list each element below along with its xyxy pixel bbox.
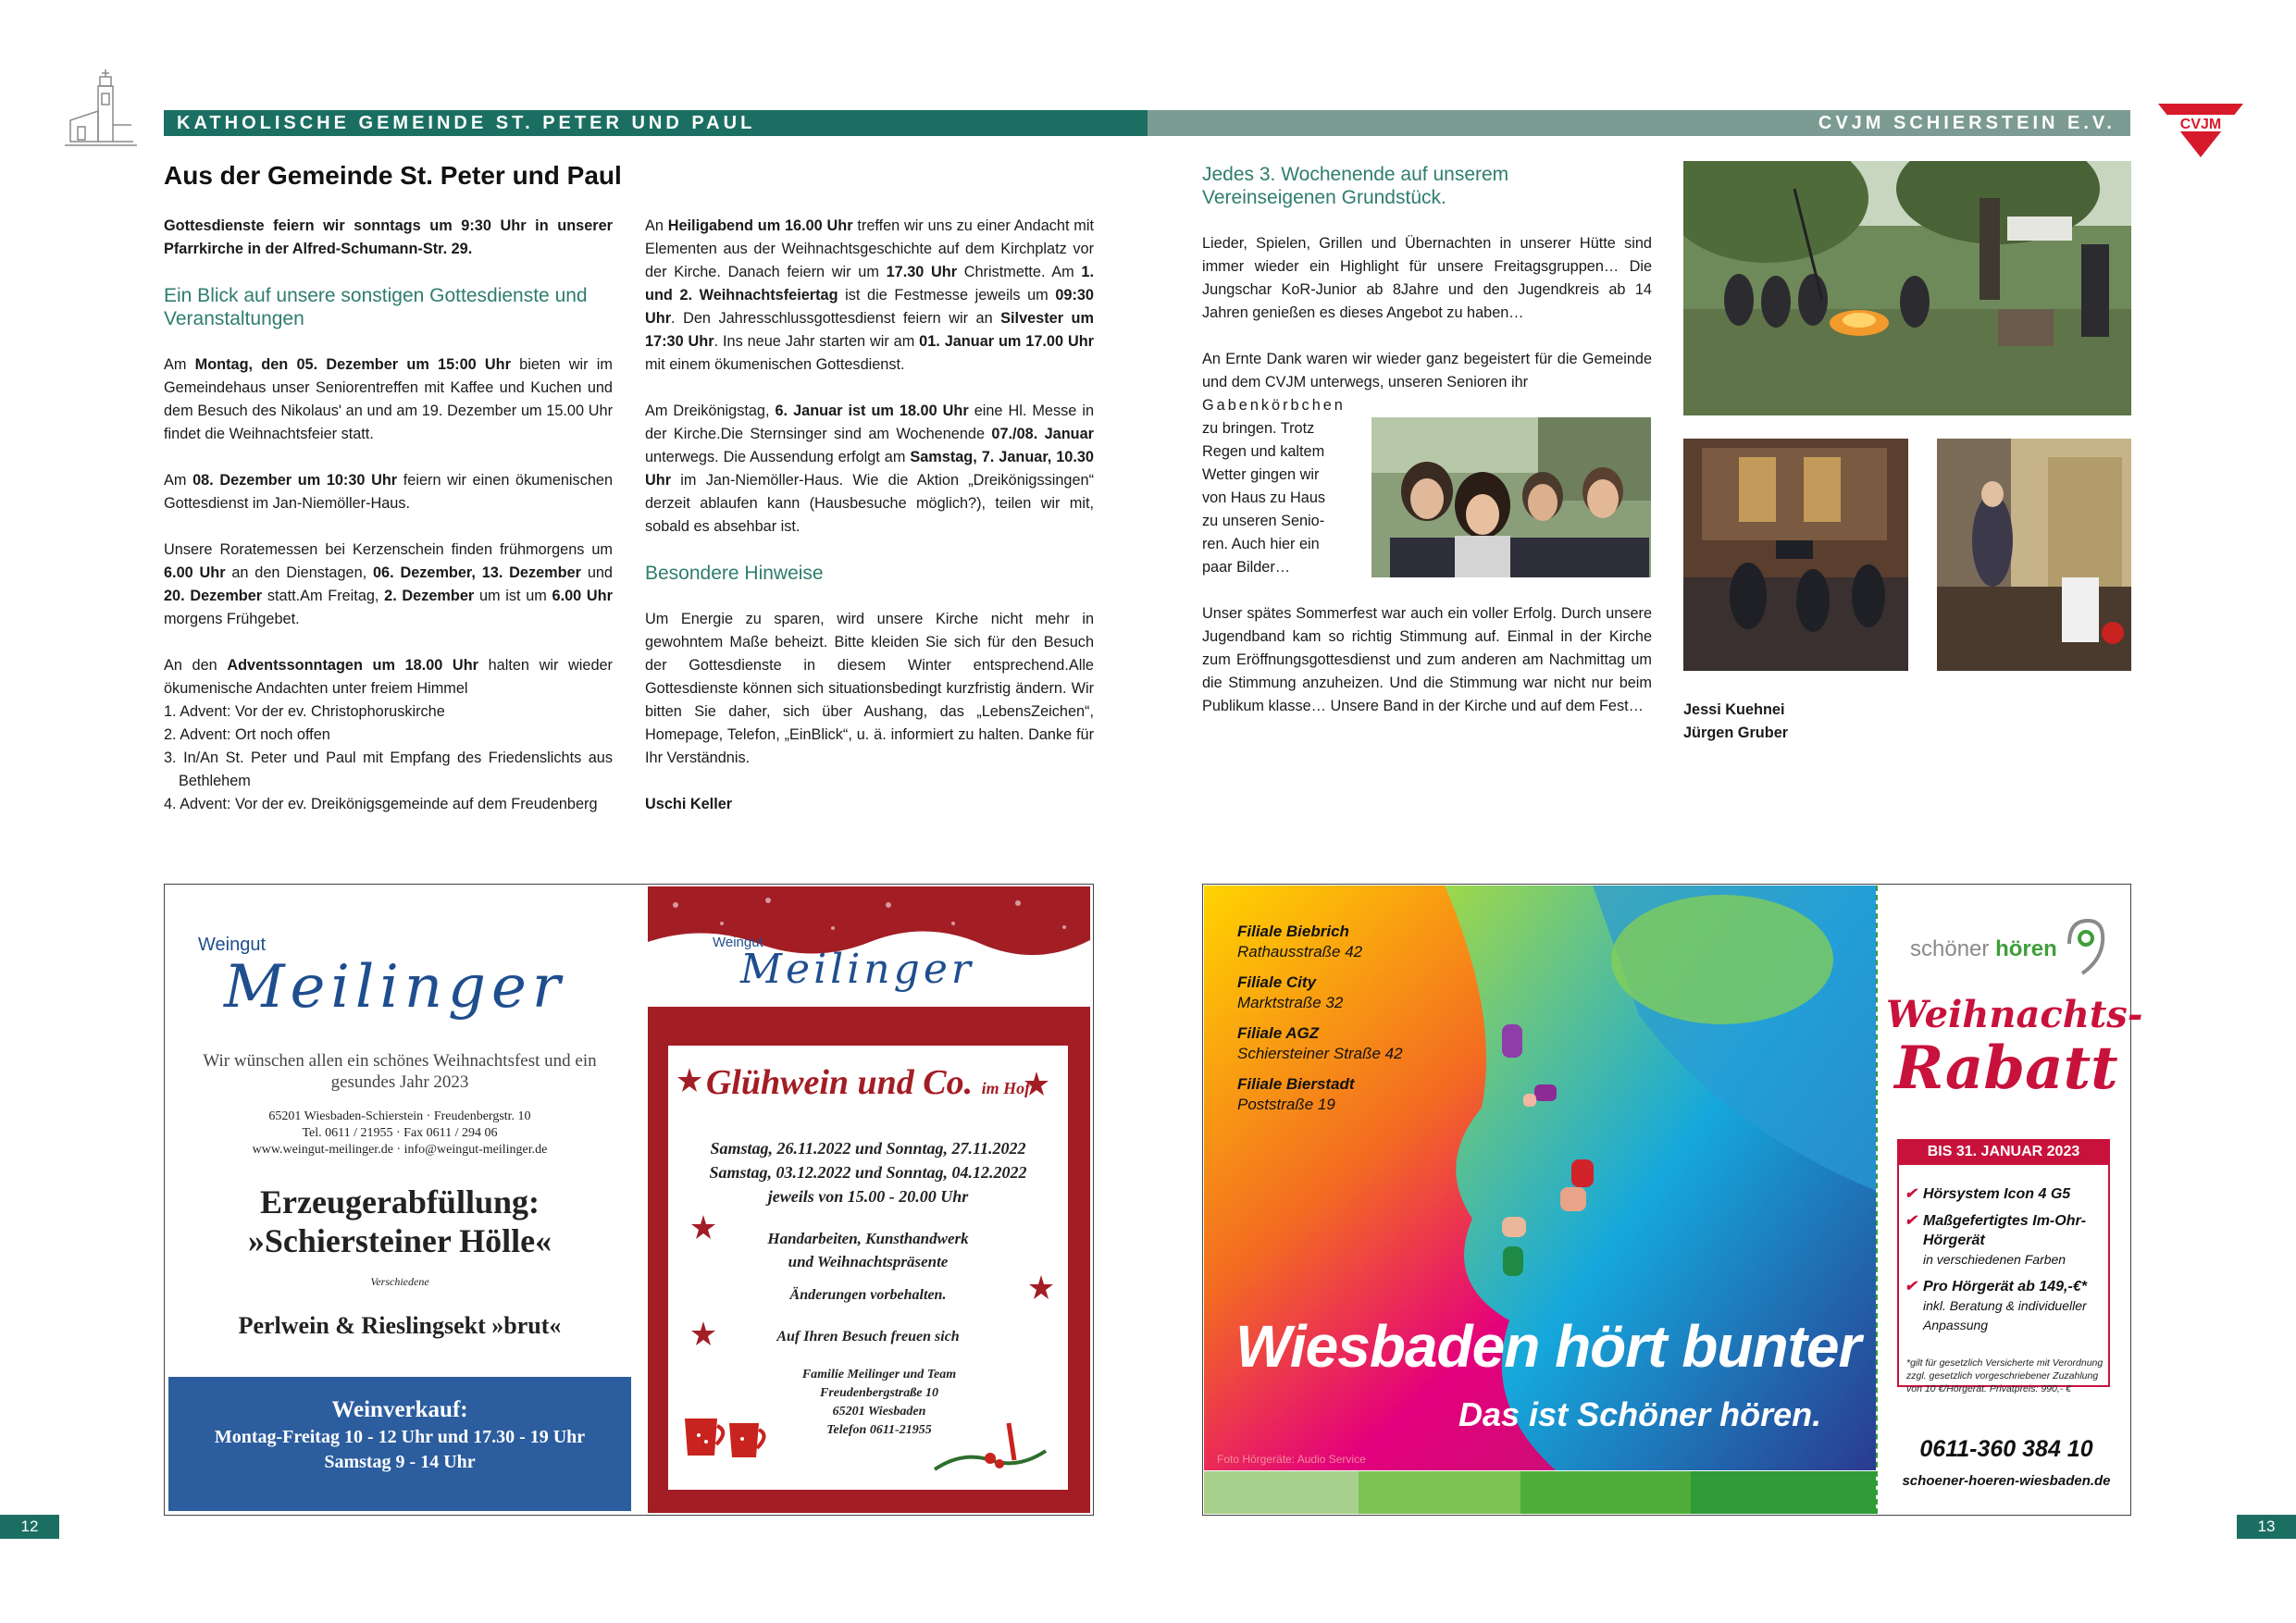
fine-print: *gilt für gesetzlich Versicherte mit Verordnung zzgl. gesetzlich vorgeschriebener Zuzahlung von 10 €/Hörgerät. Privatpreis: 990,- €: [1906, 1357, 2104, 1394]
group-selfie-photo: [1371, 417, 1651, 577]
brand-small: Weingut: [713, 935, 763, 950]
paragraph: Am 08. Dezember um 10:30 Uhr feiern wir einen ökumenischen Gottesdienst im Jan-Niemöller-Haus.: [164, 472, 613, 512]
rabatt-line-1: Weihnachts-: [1886, 993, 2143, 1036]
event-changes: Änderungen vorbehalten.: [789, 1287, 947, 1303]
branch-list: [1237, 922, 1403, 1115]
offer-list: [1905, 1184, 2106, 1335]
event-dates: Samstag, 26.11.2022 und Sonntag, 27.11.2022 Samstag, 03.12.2022 und Sonntag, 04.12.2022 jeweils von 15.00 - 20.00 Uhr: [709, 1139, 1027, 1206]
paragraph: Lieder, Spielen, Grillen und Übernachten in unserer Hütte sind immer wieder ein Highlight für unsere Freitagsgruppen… Die Jungschar KoR-Junior ab 8Jahre und den Jugendkreis ab 14 Jahren genießen es dieses Angebot zu haben…: [1202, 235, 1652, 321]
advent-list: [164, 700, 613, 816]
weingut-ad-2: [648, 886, 1090, 1513]
paragraph: Unsere Roratemessen bei Kerzenschein finden frühmorgens um 6.00 Uhr an den Dienstagen, 06. Dezember, 13. Dezember und 20. Dezember statt.Am Freitag, 2. Dezember um ist um 6.00 Uhr morgens Frühgebet.: [164, 541, 613, 627]
ear-swirl-icon: [2060, 916, 2106, 981]
brand-hoeren: schöner hören: [1910, 936, 2057, 961]
offer-item: ✔ Maßgefertigtes Im-Ohr-Hörgerät in verschiedenen Farben: [1905, 1211, 2106, 1270]
list-item: 4. Advent: Vor der ev. Dreikönigsgemeinde auf dem Freudenberg: [164, 796, 598, 812]
event-offer: Handarbeiten, Kunsthandwerk und Weihnachtspräsente: [767, 1230, 969, 1270]
author-name: Jürgen Gruber: [1683, 725, 1789, 741]
offer-item: ✔ Pro Hörgerät ab 149,-€* inkl. Beratung & individueller Anpassung: [1905, 1277, 2106, 1335]
check-icon: ✔: [1905, 1186, 1917, 1202]
star-decorations: [648, 886, 1090, 1513]
church-tower-icon: [65, 69, 139, 162]
page-number-right: 13: [2237, 1515, 2296, 1539]
paragraph: Um Energie zu sparen, wird unsere Kirche nicht mehr in gewohntem Maße beheizt. Bitte kleiden Sie sich für den Besuch der Gottesdienste in diesem Winter entsprechend.Alle Gottesdienste können sich situationsbedingt kurzfristig ändern. Wir bitten Sie daher, sich über Aushang, das „LebensZeichen“, Homepage, Telefon, „EinBlick“, u. ä. informiert zu halten. Danke für Ihr Verständnis.: [645, 611, 1094, 766]
cvjm-authors: [1683, 699, 1788, 745]
weingut-ad-1: [168, 888, 631, 1511]
color-strip: [1204, 1471, 1876, 1514]
article-column-1: [164, 215, 613, 816]
small-text: Verschiedene: [370, 1275, 429, 1288]
paragraph: Unser spätes Sommerfest war auch ein voller Erfolg. Durch unsere Jugendband kam so richtig Stimmung auf. Einmal in der Kirche zum Eröffnungsgottesdienst und zum anderen am Nachmittag um die Stimmung anzuheizen. Und die Stimmung war nicht nur beim Publikum klasse… Unsere Band in der Kirche und auf dem Fest…: [1202, 605, 1652, 714]
rabatt-line-2: Rabatt: [1894, 1034, 2118, 1103]
band-church-photo: [1683, 439, 1908, 671]
slogan-main: Wiesbaden hört bunter: [1235, 1313, 1861, 1380]
svg-text:CVJM: CVJM: [2179, 117, 2222, 132]
address: 65201 Wiesbaden-Schierstein · Freudenbergstr. 10 Tel. 0611 / 21955 · Fax 0611 / 294 06 www.weingut-meilinger.de · info@weingut-meilinger.de: [252, 1109, 548, 1157]
brand-small: Weingut: [198, 935, 267, 955]
section-header-left: KATHOLISCHE GEMEINDE ST. PETER UND PAUL: [164, 110, 1148, 136]
subheading-services: Ein Blick auf unsere sonstigen Gottesdienste und Veranstaltungen: [164, 285, 588, 329]
list-item: 2. Advent: Ort noch offen: [164, 726, 330, 743]
perlwein: Perlwein & Rieslingsekt »brut«: [238, 1312, 562, 1339]
author-name: Jessi Kuehnei: [1683, 701, 1785, 718]
intro-paragraph: Gottesdienste feiern wir sonntags um 9:30 Uhr in unserer Pfarrkirche in der Alfred-Schumann-Str. 29.: [164, 217, 613, 257]
photo-credit: Foto Hörgeräte: Audio Service: [1217, 1453, 1366, 1466]
paragraph: An Heiligabend um 16.00 Uhr treffen wir uns zu einer Andacht mit Elementen aus der Weihnachtsgeschichte auf dem Kirchplatz vor der Kirche. Danach feiern wir um 17.30 Uhr Christmette. Am 1. und 2. Weihnachtsfeiertag ist die Festmesse jeweils um 09:30 Uhr. Den Jahresschlussgottesdienst feiern wir an Silvester um 17:30 Uhr. Ins neue Jahr starten wir am 01. Januar um 17.00 Uhr mit einem ökumenischen Gottesdienst.: [645, 217, 1094, 373]
author-name: Uschi Keller: [645, 796, 733, 812]
branch-item: Filiale AGZ Schiersteiner Straße 42: [1237, 1024, 1403, 1062]
event-title: Glühwein und Co. im Hof: [705, 1063, 1031, 1102]
campfire-photo: [1683, 161, 2131, 415]
paragraph: Am Montag, den 05. Dezember um 15:00 Uhr bieten wir im Gemeindehaus unser Seniorentreffen mit Kaffee und Kuchen und dem Besuch des Nikolaus' an und am 19. Dezember um 15.00 Uhr findet die Weihnachtsfeier statt.: [164, 356, 613, 442]
branch-item: Filiale City Marktstraße 32: [1237, 973, 1344, 1011]
brand-script: Meilinger: [224, 953, 566, 1022]
subheading-weekend: Jedes 3. Wochenende auf unserem Vereinseigenen Grundstück.: [1202, 164, 1509, 208]
slogan-sub: Das ist Schöner hören.: [1458, 1395, 1822, 1433]
list-item: 3. In/An St. Peter und Paul mit Empfang des Friedenslichts aus Bethlehem: [164, 750, 613, 789]
website-link[interactable]: schoener-hoeren-wiesbaden.de: [1902, 1473, 2111, 1489]
check-icon: ✔: [1905, 1213, 1917, 1229]
event-contact: Familie Meilinger und Team Freudenbergstraße 10 65201 Wiesbaden Telefon 0611-21955: [801, 1368, 957, 1437]
article-column-2: [645, 215, 1094, 816]
event-visit: Auf Ihren Besuch freuen sich: [776, 1329, 960, 1344]
list-item: 1. Advent: Vor der ev. Christophoruskirche: [164, 703, 445, 720]
subheading-notes: Besondere Hinweise: [645, 563, 824, 584]
cvjm-logo: [2156, 102, 2245, 159]
paragraph: Am Dreikönigstag, 6. Januar ist um 18.00 Uhr eine Hl. Messe in der Kirche.Die Sternsinger sind am Wochenende 07./08. Januar unterwegs. Die Aussendung erfolgt am Samstag, 7. Januar, 10.30 Uhr im Jan-Niemöller-Haus. Wie die Aktion „Dreikönigssingen“ derzeit ablaufen kann (Hausbesuche möglich?), teilen wir mit, sobald es absehbar ist.: [645, 403, 1094, 535]
wish-text: Wir wünschen allen ein schönes Weihnachtsfest und ein gesundes Jahr 2023: [203, 1051, 597, 1092]
until-badge: BIS 31. JANUAR 2023: [1897, 1139, 2110, 1165]
page-number-left: 12: [0, 1515, 59, 1539]
phone-number: 0611-360 384 10: [1919, 1436, 2093, 1462]
sales-box: Weinverkauf: Montag-Freitag 10 - 12 Uhr und 17.30 - 19 Uhr Samstag 9 - 14 Uhr: [168, 1377, 631, 1511]
section-header-right: CVJM SCHIERSTEIN E.V.: [1148, 110, 2130, 136]
paragraph: An Ernte Dank waren wir wieder ganz begeistert für die Gemeinde und dem CVJM unterwegs, unseren Senioren ihr: [1202, 351, 1652, 390]
branch-item: Filiale Biebrich Rathausstraße 42: [1237, 923, 1363, 960]
offer-item: ✔ Hörsystem Icon 4 G5: [1905, 1186, 2071, 1202]
brand-script: Meilinger: [740, 946, 974, 993]
branch-item: Filiale Bierstadt Poststraße 19: [1237, 1075, 1355, 1113]
headline: Erzeugerabfüllung: »Schiersteiner Hölle«: [247, 1183, 552, 1259]
check-icon: ✔: [1905, 1279, 1917, 1295]
band-fest-photo: [1937, 439, 2131, 671]
paragraph-wrapped: Gabenkörbchen zu bringen. Trotz Regen und kaltem Wetter gingen wir von Haus zu Haus zu unseren Senio- ren. Auch hier ein paar Bilder…: [1202, 397, 1346, 576]
page-title: Aus der Gemeinde St. Peter und Paul: [164, 161, 622, 190]
paragraph: An den Adventssonntagen um 18.00 Uhr halten wir wieder ökumenische Andachten unter freiem Himmel: [164, 657, 613, 697]
